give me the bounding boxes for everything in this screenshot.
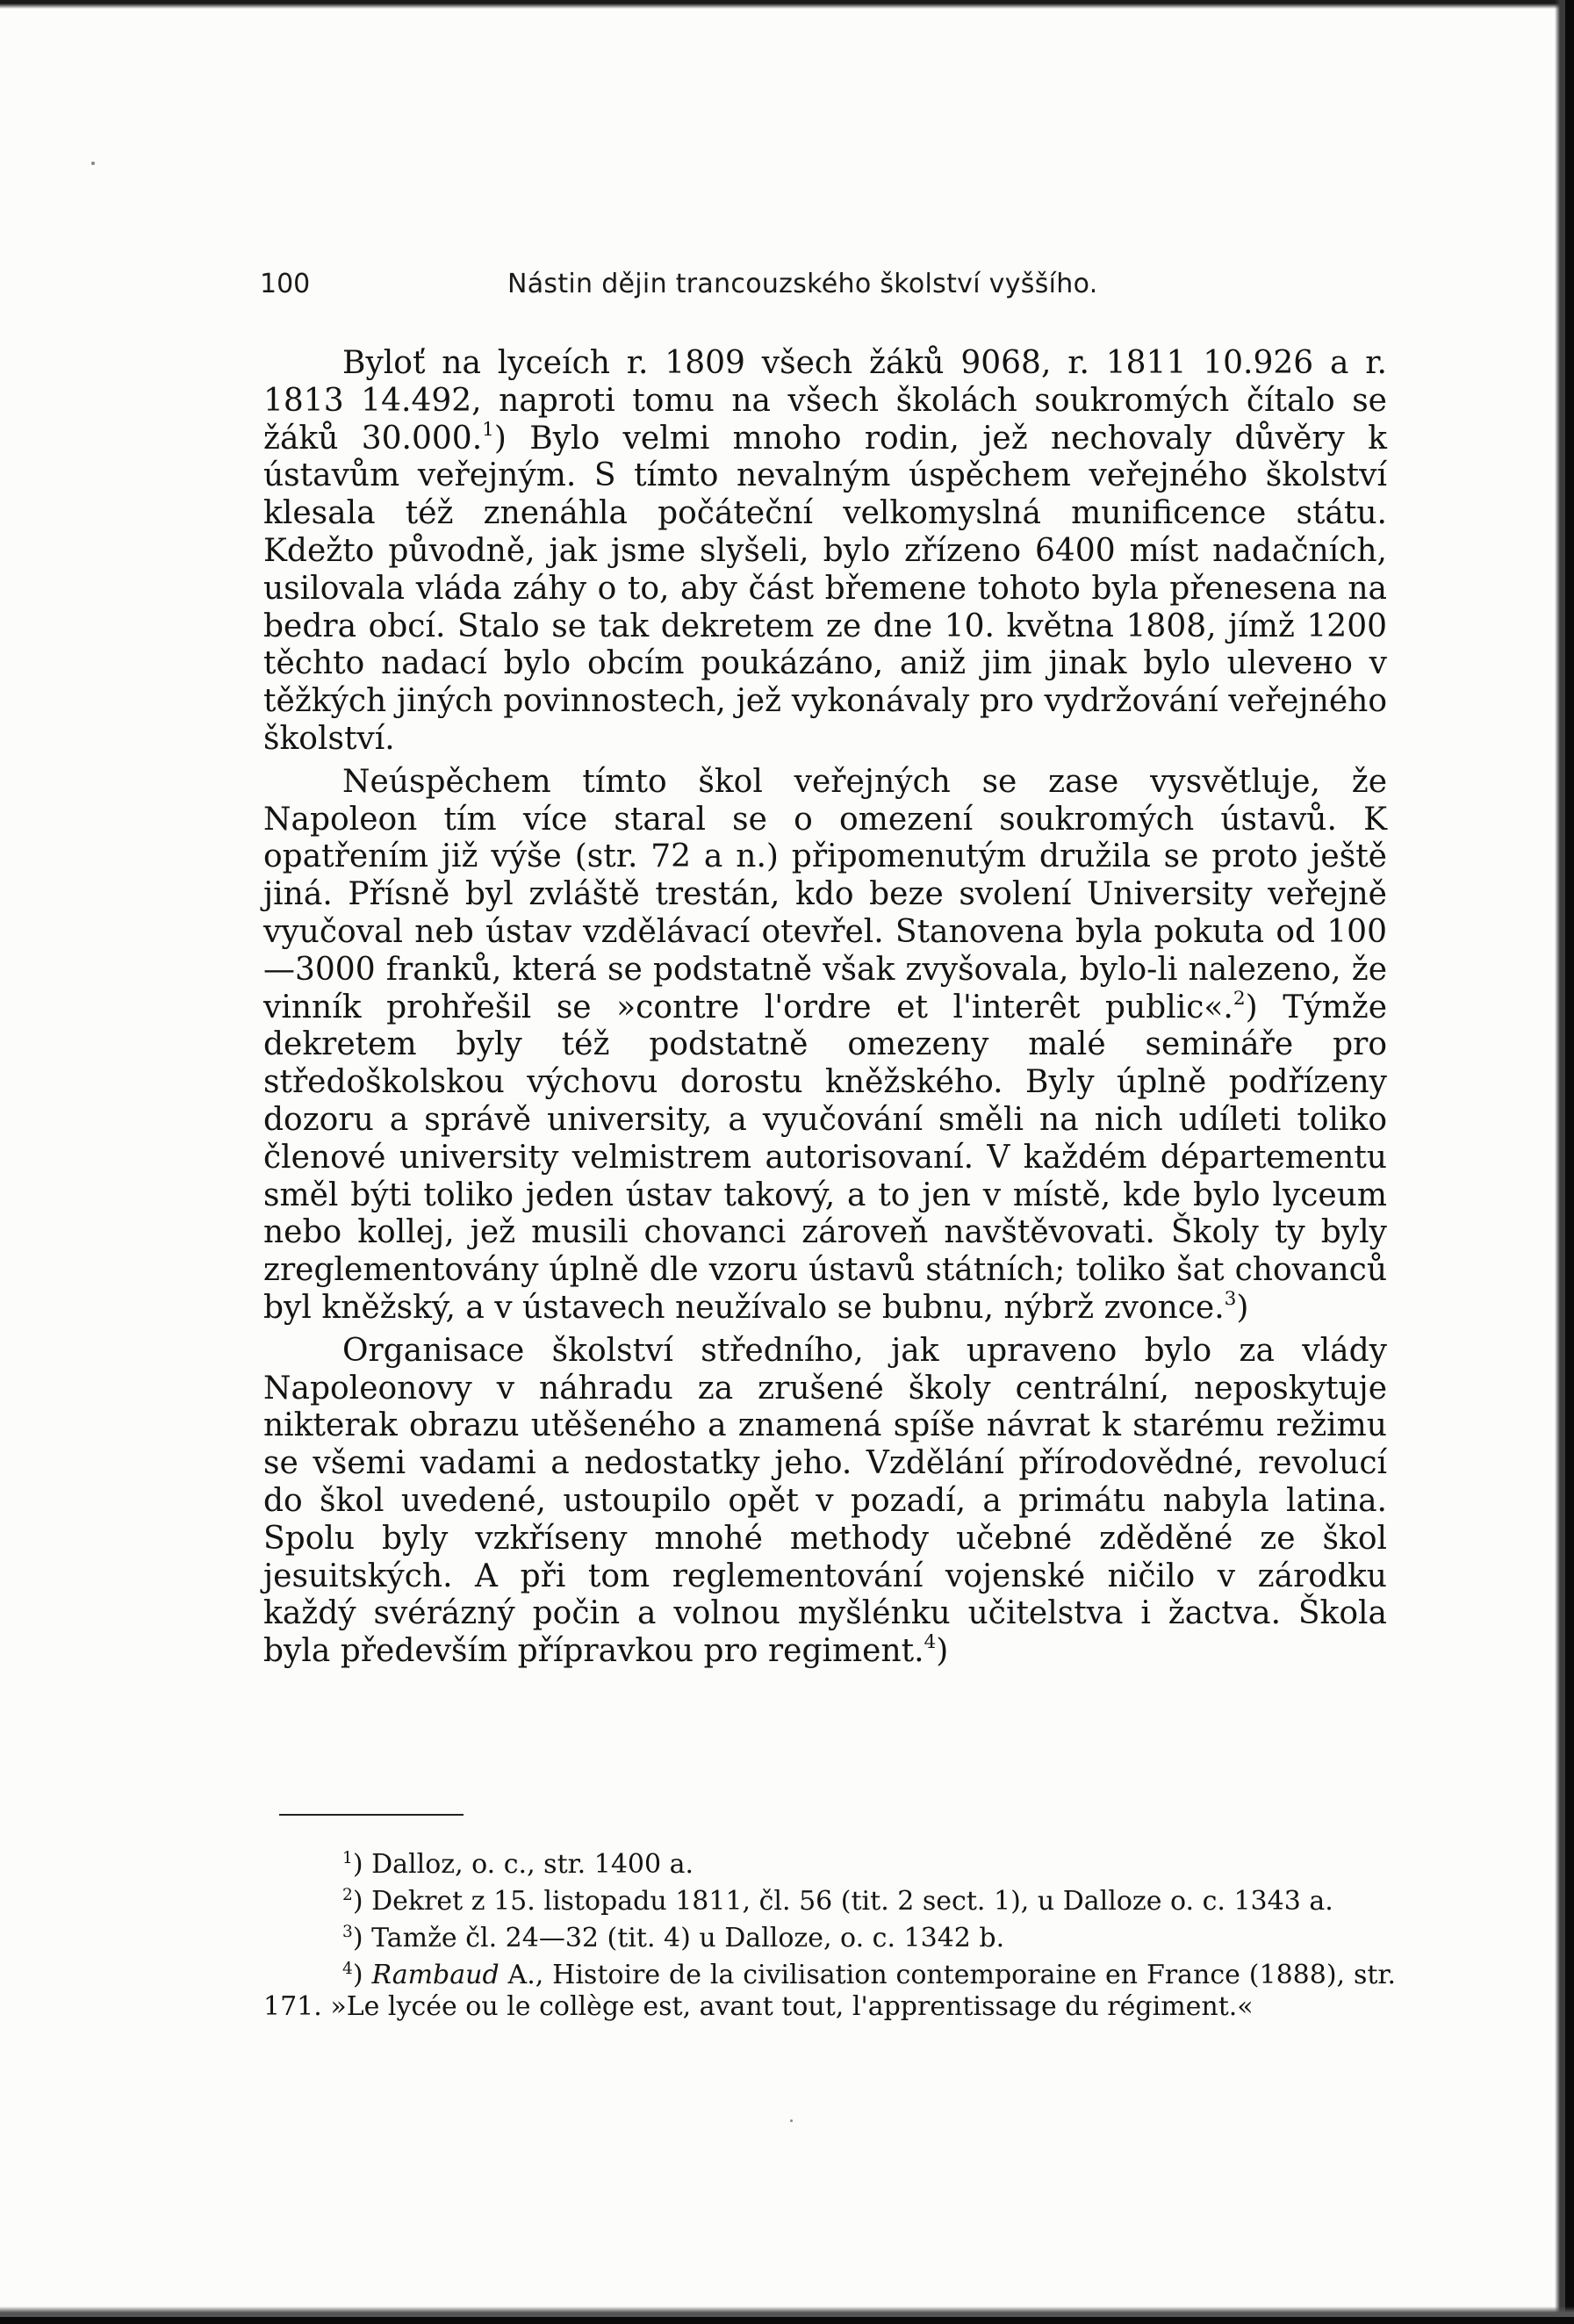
footnote-ref: 2 xyxy=(1233,987,1246,1010)
footnote-ref: 1 xyxy=(482,418,494,441)
page-number: 100 xyxy=(260,269,311,299)
footnote-divider xyxy=(279,1814,464,1816)
footnote: $^4$) Rambaud A., Histoire de la civilisation contemporaine en France (1888), str. 171. »Le lycée ou le collège est, avant tout, l'apprentissage du régiment.« xyxy=(263,1959,1396,2022)
paragraph: Byloť na lyceích r. 1809 všech žáků 9068, r. 1811 10.926 a r. 1813 14.492, naproti tomu na všech školách soukromých čítalo se žáků 30.000.$^1$) Bylo velmi mnoho rodin, jež nechovaly důvěry k ústavům veřejným. S tímto nevalným úspěchem veřejného školství klesala též znenáhla počáteční velkomyslná munificence státu. Kdežto původně, jak jsme slyšeli, bylo zřízeno 6400 míst nadačních, usilovala vláda záhy o to, aby část břemene tohoto byla přenesena na bedra obcí. Stalo se tak dekretem ze dne 10. května 1808, jímž 1200 těchto nadací bylo obcím poukázáno, aniž jim jinak bylo ulevено v těžkých jiných povinnostech, jež vykonávaly pro vydržování veřejného školství. xyxy=(263,345,1388,757)
paragraph: Organisace školství středního, jak upraveno bylo za vlády Napoleonovy v náhradu za zrušené školy centrální, neposkytuje nikterak obrazu utěšeného a znamená spíše návrat k starému režimu se všemi vadami a nedostatky jeho. Vzdělání přírodovědné, revolucí do škol uvedené, ustoupilo opět v pozadí, a primátu nabyla latina. Spolu byly vzkříseny mnohé methody učebné zděděné ze škol jesuitských. A při tom reglementování vojenské ničilo v zárodku každý svérázný počin a volnou myšlénku učitelstva i žactva. Škola byla především přípravkou pro regiment.$^4$) xyxy=(263,1332,1387,1670)
footnote-ref: 4 xyxy=(924,1630,937,1653)
footnote-ref: 3 xyxy=(1224,1287,1237,1310)
body-text xyxy=(263,345,1387,1671)
footnote: $^1$) Dalloz, o. c., str. 1400 a. xyxy=(342,1848,694,1880)
footnotes xyxy=(263,1849,1396,2026)
scan-speck xyxy=(790,2119,793,2122)
page-header xyxy=(260,269,1401,307)
running-title: Nástin dějin trancouzského školství vyššího. xyxy=(507,269,1098,299)
footnote-author: Rambaud xyxy=(371,1960,500,1990)
paragraph: Neúspěchem tímto škol veřejných se zase vysvětluje, že Napoleon tím více staral se o omezení soukromých ústavů. K opatřením již výše (str. 72 a n.) připomenutým družila se proto ještě jiná. Přísně byl zvláště trestán, kdo beze svolení University veřejně vyučoval neb ústav vzdělávací otevřel. Stanovena byla pokuta od 100—3000 franků, která se podstatně však zvyšovala, bylo-li nalezeno, že vinník prohřešil se »contre l'ordre et l'interêt public«.$^2$) Týmže dekretem byly též podstatně omezeny malé semináře pro středoškolskou výchovu dorostu kněžského. Byly úplně podřízeny dozoru a správě university, a vyučování směli na nich udíleti toliko členové university velmistrem autorisovaní. V každém départementu směl býti toliko jeden ústav takový, a to jen v místě, kde bylo lyceum nebo kollej, jež musili chovanci zároveň navštěvovati. Školy ty byly zreglementovány úplně dle vzoru ústavů státních; toliko šat chovanců byl kněžský, a v ústavech neužívalo se bubnu, nýbrž zvonce.$^3$) xyxy=(263,763,1387,1326)
footnote-mark: 1 xyxy=(342,1848,353,1867)
footnote-mark: 3 xyxy=(342,1922,353,1941)
scan-edge-bottom xyxy=(0,2306,1574,2324)
scan-edge-top xyxy=(0,0,1574,9)
footnote-mark: 2 xyxy=(342,1885,353,1904)
footnote: $^3$) Tamže čl. 24—32 (tit. 4) u Dalloze, o. c. 1342 b. xyxy=(342,1922,1005,1953)
scan-speck xyxy=(91,162,95,165)
footnote: $^2$) Dekret z 15. listopadu 1811, čl. 56 (tit. 2 sect. 1), u Dalloze o. c. 1343 a. xyxy=(342,1885,1333,1917)
footnote-mark: 4 xyxy=(342,1959,353,1978)
scan-edge-right xyxy=(1555,0,1574,2324)
